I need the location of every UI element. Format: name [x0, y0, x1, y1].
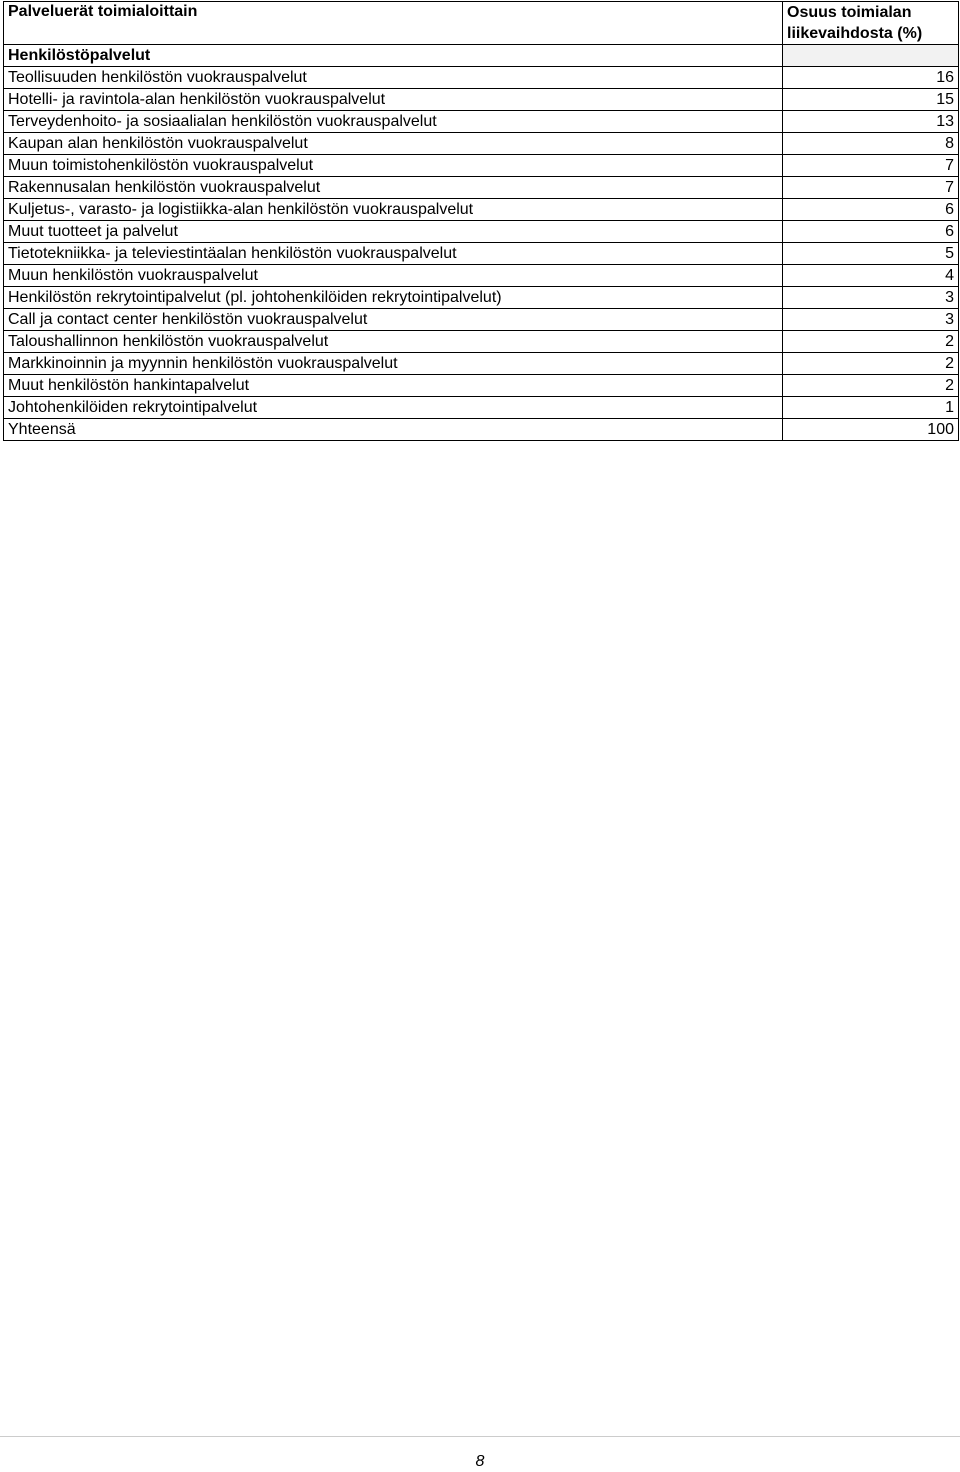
row-value: 16 [783, 67, 959, 89]
row-value: 13 [783, 111, 959, 133]
row-value: 7 [783, 155, 959, 177]
footer-divider [0, 1436, 960, 1437]
table-row [4, 67, 959, 89]
column-header-category: Palveluerät toimialoittain [4, 2, 783, 45]
table-row [4, 287, 959, 309]
row-value: 5 [783, 243, 959, 265]
table-row [4, 309, 959, 331]
table-row [4, 265, 959, 287]
row-value: 3 [783, 287, 959, 309]
table-row [4, 199, 959, 221]
table-body [4, 45, 959, 441]
total-value: 100 [783, 419, 959, 441]
row-value: 1 [783, 397, 959, 419]
total-row [4, 419, 959, 441]
table-row [4, 221, 959, 243]
row-name: Tietotekniikka- ja televiestintäalan henkilöstön vuokrauspalvelut [4, 243, 783, 265]
row-name: Teollisuuden henkilöstön vuokrauspalvelut [4, 67, 783, 89]
table-row [4, 133, 959, 155]
table-row [4, 375, 959, 397]
row-name: Rakennusalan henkilöstön vuokrauspalvelut [4, 177, 783, 199]
row-value: 8 [783, 133, 959, 155]
row-name: Terveydenhoito- ja sosiaalialan henkilöstön vuokrauspalvelut [4, 111, 783, 133]
table-row [4, 243, 959, 265]
table-row [4, 111, 959, 133]
table-row [4, 331, 959, 353]
row-value: 3 [783, 309, 959, 331]
table-row [4, 155, 959, 177]
row-value: 4 [783, 265, 959, 287]
row-name: Johtohenkilöiden rekrytointipalvelut [4, 397, 783, 419]
row-value: 15 [783, 89, 959, 111]
column-header-share: Osuus toimialan liikevaihdosta (%) [783, 2, 959, 45]
table-header-row [4, 2, 959, 45]
row-name: Muut tuotteet ja palvelut [4, 221, 783, 243]
row-name: Markkinoinnin ja myynnin henkilöstön vuokrauspalvelut [4, 353, 783, 375]
row-name: Taloushallinnon henkilöstön vuokrauspalvelut [4, 331, 783, 353]
row-value: 6 [783, 199, 959, 221]
row-name: Henkilöstön rekrytointipalvelut (pl. johtohenkilöiden rekrytointipalvelut) [4, 287, 783, 309]
group-row [4, 45, 959, 67]
page-number: 8 [475, 1453, 485, 1470]
service-share-table [3, 1, 959, 441]
row-name: Muut henkilöstön hankintapalvelut [4, 375, 783, 397]
row-name: Kuljetus-, varasto- ja logistiikka-alan henkilöstön vuokrauspalvelut [4, 199, 783, 221]
row-value: 7 [783, 177, 959, 199]
row-name: Hotelli- ja ravintola-alan henkilöstön vuokrauspalvelut [4, 89, 783, 111]
group-label: Henkilöstöpalvelut [4, 45, 783, 67]
table-row [4, 89, 959, 111]
row-value: 2 [783, 331, 959, 353]
row-value: 2 [783, 353, 959, 375]
row-value: 2 [783, 375, 959, 397]
table-row [4, 353, 959, 375]
total-label: Yhteensä [4, 419, 783, 441]
table-row [4, 397, 959, 419]
row-name: Call ja contact center henkilöstön vuokrauspalvelut [4, 309, 783, 331]
row-name: Kaupan alan henkilöstön vuokrauspalvelut [4, 133, 783, 155]
group-value-cell [783, 45, 959, 67]
row-name: Muun toimistohenkilöstön vuokrauspalvelut [4, 155, 783, 177]
row-name: Muun henkilöstön vuokrauspalvelut [4, 265, 783, 287]
row-value: 6 [783, 221, 959, 243]
table-row [4, 177, 959, 199]
